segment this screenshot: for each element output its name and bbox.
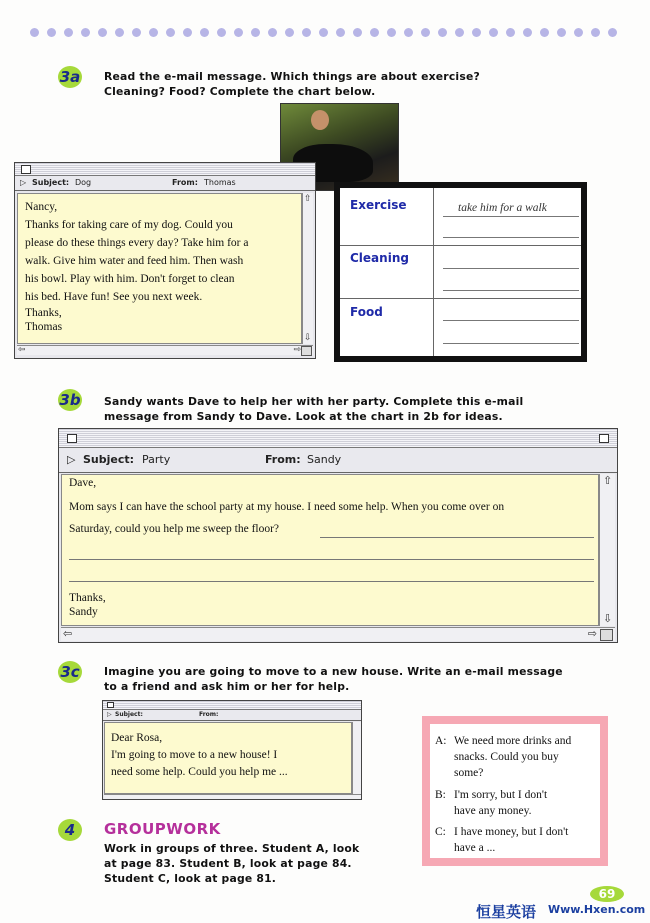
chart-row-divider bbox=[340, 245, 581, 246]
email-header bbox=[59, 448, 617, 473]
answer-line[interactable] bbox=[443, 343, 579, 344]
vertical-scrollbar[interactable] bbox=[599, 474, 615, 626]
dialogue-text bbox=[454, 787, 547, 819]
dialogue-text bbox=[454, 733, 571, 781]
email-line: Saturday, could you help me sweep the floor? bbox=[69, 523, 280, 535]
disclosure-triangle-icon[interactable]: ▷ bbox=[20, 178, 27, 187]
email-header bbox=[15, 176, 315, 191]
horizontal-scrollbar[interactable] bbox=[17, 345, 313, 355]
disclosure-triangle-icon[interactable]: ▷ bbox=[67, 453, 76, 466]
chart-label-cleaning: Cleaning bbox=[350, 251, 409, 265]
email-line: his bowl. Play with him. Don't forget to clean bbox=[25, 273, 235, 285]
answer-line[interactable] bbox=[443, 290, 579, 291]
answer-line[interactable] bbox=[443, 216, 579, 217]
window-title-bar[interactable] bbox=[59, 429, 617, 448]
dialogue-box bbox=[422, 716, 608, 866]
subject-value: Party bbox=[142, 453, 171, 466]
answer-line[interactable] bbox=[443, 320, 579, 321]
email-body[interactable] bbox=[104, 722, 352, 794]
dialogue-line: I have money, but I don't bbox=[454, 826, 569, 838]
instruction-line: message from Sandy to Dave. Look at the chart in 2b for ideas. bbox=[104, 410, 503, 423]
dialogue-line: have any money. bbox=[454, 805, 532, 817]
email-line: I'm going to move to a new house! I bbox=[111, 749, 278, 761]
answer-line[interactable] bbox=[443, 237, 579, 238]
email-line: walk. Give him water and feed him. Then wash bbox=[25, 255, 244, 267]
window-close-box[interactable] bbox=[107, 702, 114, 708]
scroll-up-arrow-icon[interactable]: ⇧ bbox=[304, 194, 312, 204]
groupwork-title: GROUPWORK bbox=[104, 820, 221, 838]
email-line: Nancy, bbox=[25, 201, 58, 213]
email-body[interactable] bbox=[61, 474, 599, 626]
exercise-number-badge: 3c bbox=[58, 661, 82, 683]
subject-label: Subject: bbox=[32, 178, 70, 187]
scroll-left-arrow-icon[interactable]: ⇦ bbox=[18, 345, 26, 355]
exercise-number-badge: 3b bbox=[59, 391, 81, 409]
answer-line[interactable] bbox=[69, 559, 594, 560]
dialogue-text bbox=[454, 824, 568, 856]
email-header bbox=[103, 710, 361, 721]
from-label: From: bbox=[199, 711, 219, 718]
instruction-line: Cleaning? Food? Complete the chart below. bbox=[104, 85, 376, 98]
dialogue-line: snacks. Could you buy bbox=[454, 751, 559, 763]
answer-line[interactable] bbox=[320, 537, 594, 538]
chart-divider bbox=[433, 188, 434, 356]
resize-box-icon[interactable] bbox=[600, 629, 613, 641]
from-value: Sandy bbox=[307, 453, 342, 466]
page-number: 69 bbox=[590, 886, 624, 902]
scroll-left-arrow-icon[interactable]: ⇦ bbox=[63, 627, 73, 640]
vertical-scrollbar[interactable] bbox=[352, 722, 361, 794]
email-window-dog bbox=[14, 162, 316, 359]
chart-label-food: Food bbox=[350, 305, 383, 319]
scroll-right-arrow-icon[interactable]: ⇨ bbox=[293, 345, 301, 355]
email-signature: Sandy bbox=[69, 606, 98, 618]
instruction-line: Read the e-mail message. Which things are about exercise? bbox=[104, 70, 480, 83]
watermark-chinese: 恒星英语 bbox=[476, 903, 537, 921]
email-line: his bed. Have fun! See you next week. bbox=[25, 291, 203, 303]
subject-label: Subject: bbox=[83, 453, 135, 466]
email-line: please do these things every day? Take him for a bbox=[25, 237, 249, 249]
instruction-line: Student C, look at page 81. bbox=[104, 872, 277, 885]
horizontal-scrollbar[interactable] bbox=[61, 627, 615, 641]
instruction-line: Work in groups of three. Student A, look bbox=[104, 842, 360, 855]
exercise-number-badge: 3a bbox=[59, 68, 81, 86]
window-title-bar[interactable] bbox=[103, 701, 361, 710]
horizontal-scrollbar[interactable] bbox=[104, 794, 361, 799]
email-body[interactable] bbox=[17, 193, 302, 344]
email-greeting: Dave, bbox=[69, 477, 97, 489]
resize-box-icon[interactable] bbox=[301, 346, 312, 356]
window-close-box[interactable] bbox=[21, 165, 31, 174]
chart-example-answer: take him for a walk bbox=[458, 202, 547, 214]
boy-face bbox=[311, 110, 329, 130]
email-line: need some help. Could you help me ... bbox=[111, 766, 288, 778]
dialogue-line: some? bbox=[454, 767, 484, 779]
scroll-right-arrow-icon[interactable]: ⇨ bbox=[587, 627, 597, 640]
exercise-3b-instruction bbox=[104, 394, 523, 424]
disclosure-triangle-icon[interactable]: ▷ bbox=[107, 711, 112, 718]
from-value: Thomas bbox=[204, 178, 236, 187]
scroll-up-arrow-icon[interactable]: ⇧ bbox=[603, 474, 613, 487]
window-close-box[interactable] bbox=[67, 434, 77, 443]
email-line: Thanks for taking care of my dog. Could you bbox=[25, 219, 233, 231]
email-line: Mom says I can have the school party at my house. I need some help. When you come over on bbox=[69, 501, 505, 513]
groupwork-instruction bbox=[104, 841, 359, 886]
chart-label-exercise: Exercise bbox=[350, 198, 407, 212]
dialogue-line: We need more drinks and bbox=[454, 735, 572, 747]
speaker-label: B: bbox=[435, 789, 446, 801]
email-line: Dear Rosa, bbox=[111, 732, 163, 744]
chart-row-divider bbox=[340, 298, 581, 299]
scroll-down-arrow-icon[interactable]: ⇩ bbox=[304, 333, 312, 343]
subject-value: Dog bbox=[75, 178, 92, 187]
answer-line[interactable] bbox=[443, 268, 579, 269]
dialogue-box-inner bbox=[430, 724, 600, 858]
exercise-cleaning-food-chart bbox=[334, 182, 587, 362]
dialogue-line: have a ... bbox=[454, 842, 496, 854]
decorative-dot-row bbox=[30, 22, 650, 32]
exercise-3c-instruction bbox=[104, 664, 563, 694]
watermark-url: Www.Hxen.com bbox=[548, 903, 646, 916]
dialogue-line: I'm sorry, but I don't bbox=[454, 789, 548, 801]
window-title-bar[interactable] bbox=[15, 163, 315, 176]
from-label: From: bbox=[172, 178, 198, 187]
from-label: From: bbox=[265, 453, 301, 466]
vertical-scrollbar[interactable] bbox=[302, 193, 313, 344]
exercise-3a-instruction bbox=[104, 69, 480, 99]
instruction-line: Sandy wants Dave to help her with her party. Complete this e-mail bbox=[104, 395, 524, 408]
email-window-rosa bbox=[102, 700, 362, 800]
instruction-line: at page 83. Student B, look at page 84. bbox=[104, 857, 352, 870]
email-closing: Thanks, bbox=[69, 592, 106, 604]
speaker-label: A: bbox=[435, 735, 447, 747]
email-line: Thomas bbox=[25, 321, 63, 333]
chart-inner bbox=[340, 188, 581, 356]
window-zoom-box[interactable] bbox=[599, 434, 609, 443]
exercise-number-badge: 4 bbox=[58, 819, 82, 841]
answer-line[interactable] bbox=[69, 581, 594, 582]
email-window-party bbox=[58, 428, 618, 643]
scroll-down-arrow-icon[interactable]: ⇩ bbox=[603, 612, 613, 625]
email-line: Thanks, bbox=[25, 307, 62, 319]
speaker-label: C: bbox=[435, 826, 446, 838]
instruction-line: Imagine you are going to move to a new house. Write an e-mail message bbox=[104, 665, 563, 678]
subject-label: Subject: bbox=[115, 711, 143, 718]
instruction-line: to a friend and ask him or her for help. bbox=[104, 680, 350, 693]
